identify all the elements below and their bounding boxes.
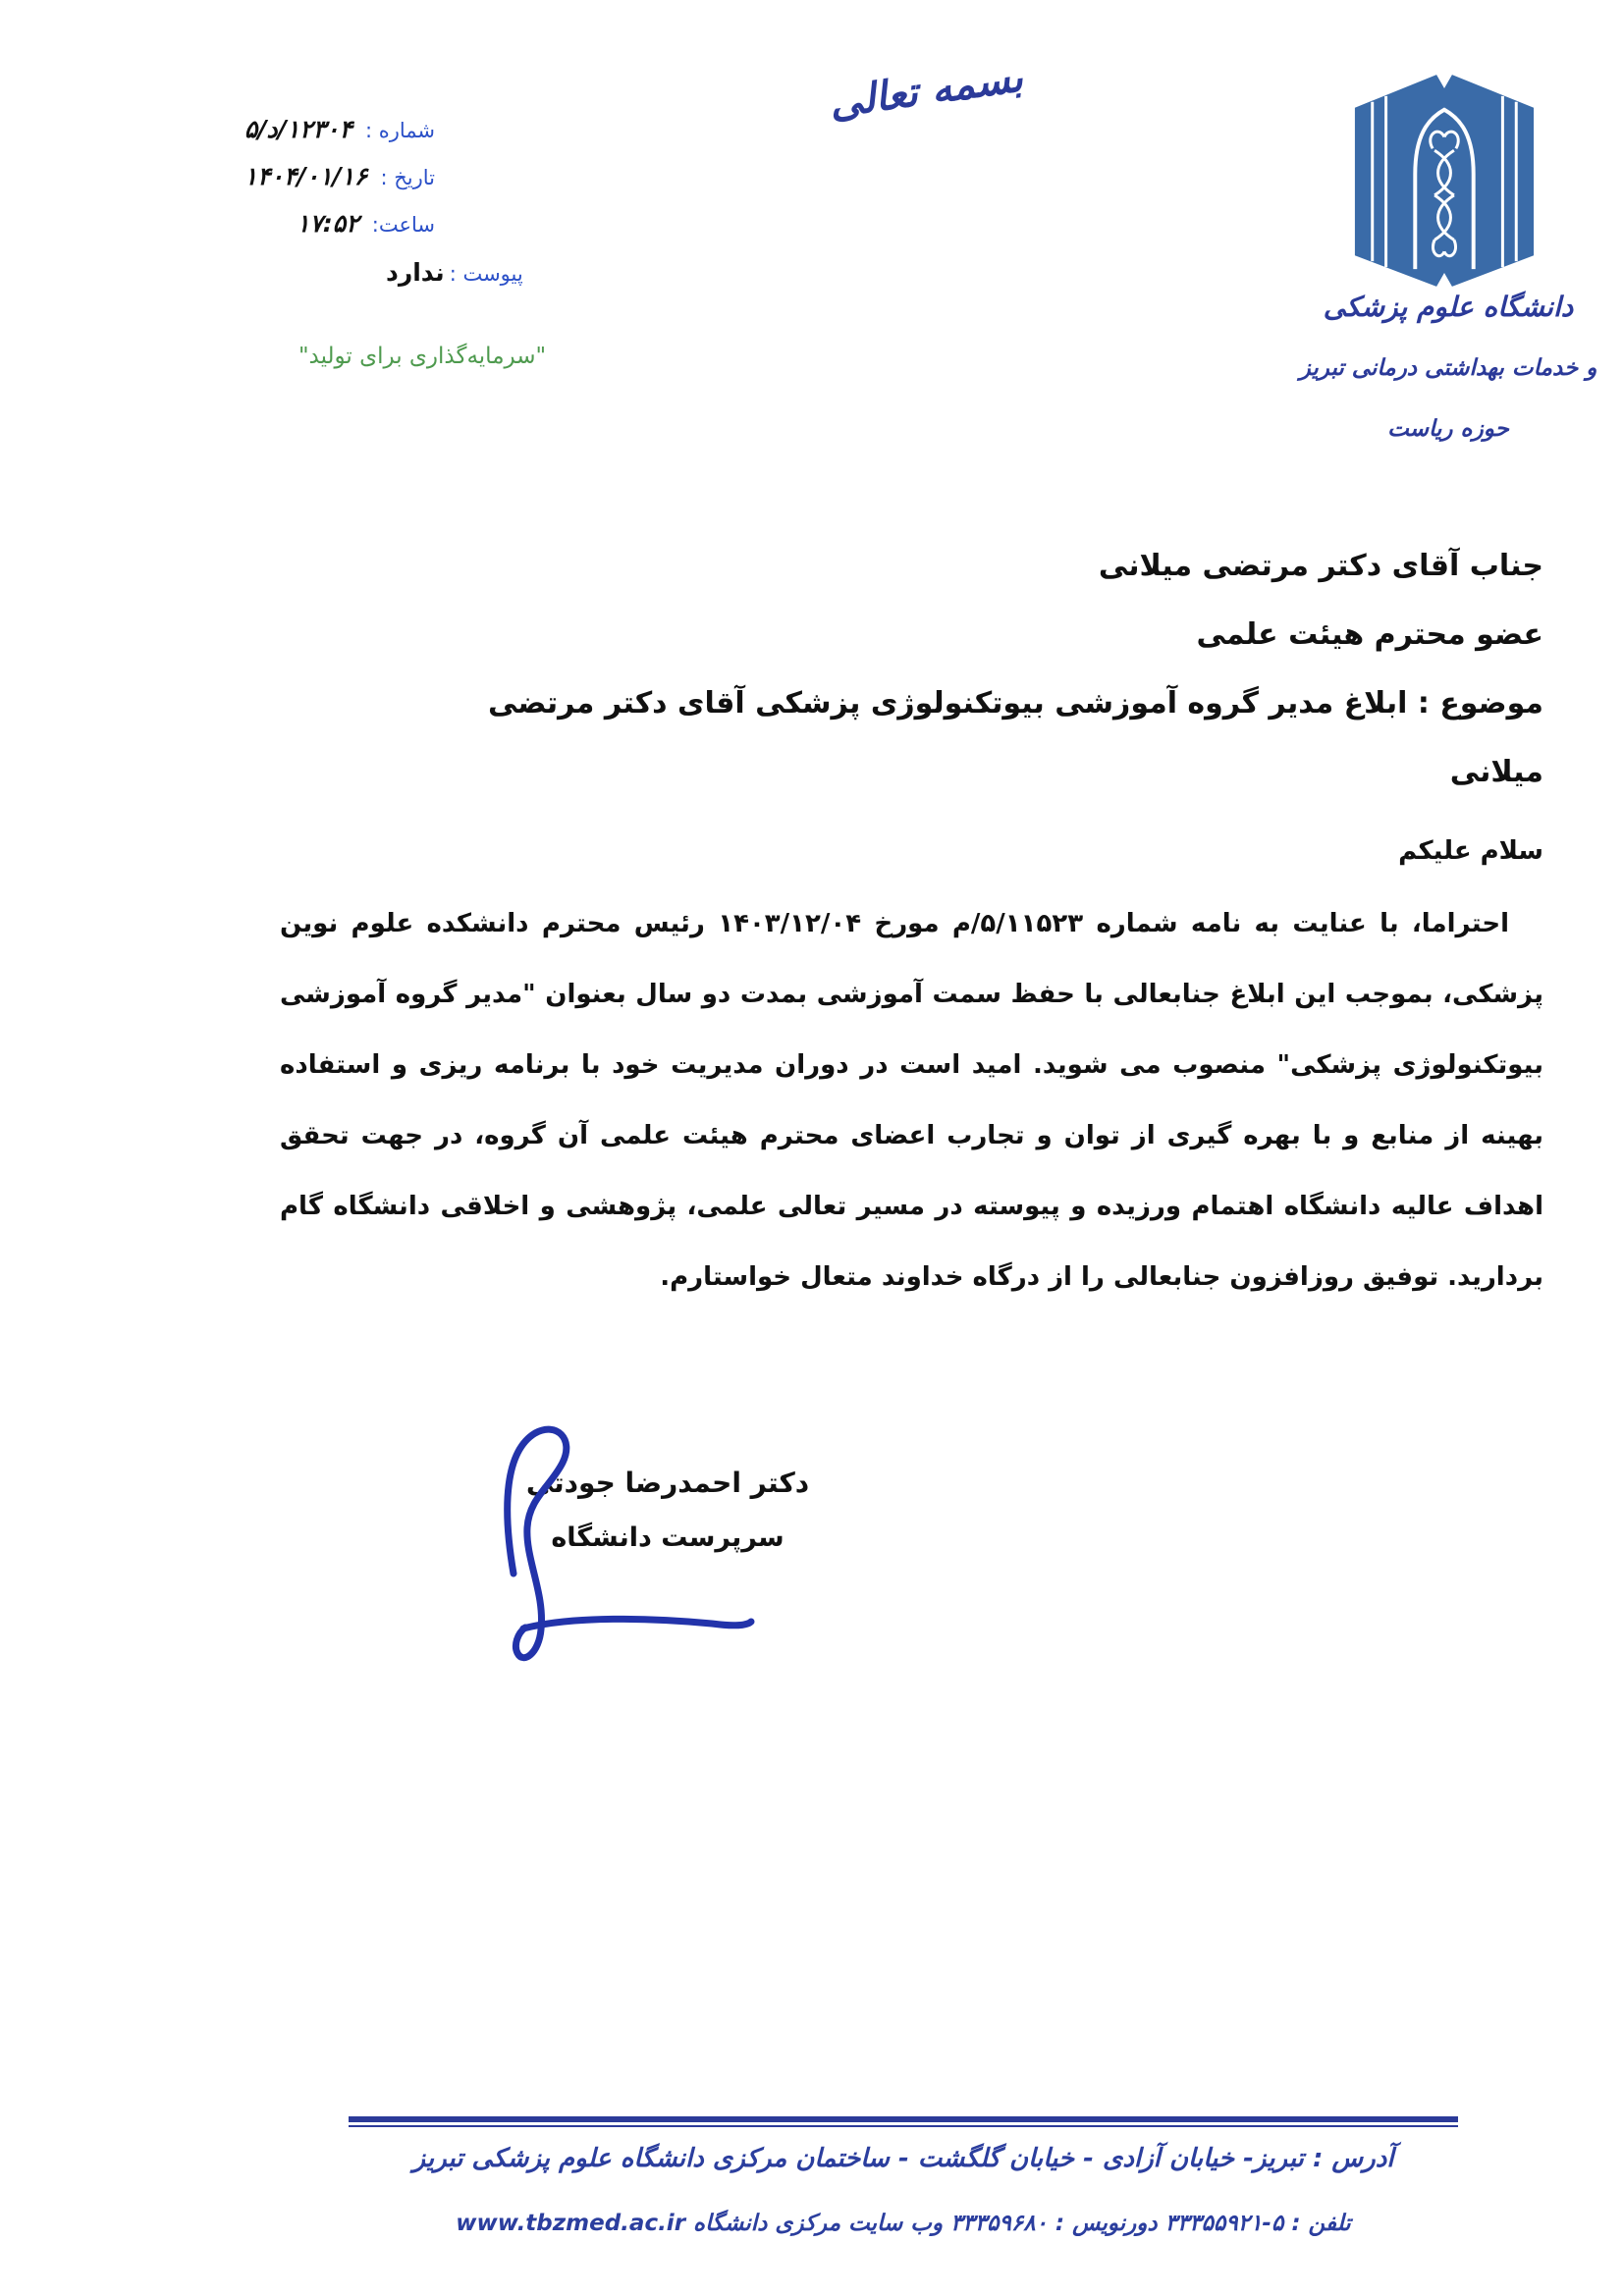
recipient-title: عضو محترم هیئت علمی: [1196, 617, 1543, 652]
letter-date-row: [244, 153, 435, 200]
letter-time-label: ساعت:: [371, 213, 435, 237]
org-unit-line: حوزه ریاست: [1387, 416, 1509, 442]
letter-attachment-row: [376, 253, 523, 293]
recipient-block: [280, 532, 1543, 807]
letter-attachment-label: پیوست :: [449, 262, 523, 286]
letter-body-paragraph: احتراما، با عنایت به نامه شماره ۵/۱۱۵۲۳/م مورخ ۱۴۰۳/۱۲/۰۴ رئیس محترم دانشکده علوم نوین پزشکی، بموجب این ابلاغ جنابعالی با حفظ سمت آموزشی بمدت دو سال بعنوان "مدیر گروه آموزشی بیوتکنولوژی پزشکی" منصوب می شوید. امید است در دوران مدیریت خود با برنامه ریزی و استفاده بهینه از منابع و با بهره گیری از توان و تجارب اعضای محترم هیئت علمی آن گروه، در جهت تحقق اهداف عالیه دانشگاه اهتمام ورزیده و پیوسته در مسیر تعالی علمی، پژوهشی و اخلاقی دانشگاه گام بردارید. توفیق روزافزون جنابعالی را از درگاه خداوند متعال خواستارم.: [280, 909, 1543, 1292]
org-name-line2: و خدمات بهداشتی درمانی تبریز: [1299, 355, 1597, 381]
signatory-name: دکتر احمدرضا جودتی: [525, 1467, 810, 1499]
letter-number-row: [244, 106, 435, 153]
signatory-title: سرپرست دانشگاه: [551, 1522, 784, 1553]
letter-meta-block: [244, 106, 435, 247]
letter-number-value: ۱۲۳۰۴/د/۵: [243, 115, 352, 143]
letter-number-label: شماره :: [364, 119, 435, 142]
handwritten-signature: [484, 1412, 771, 1688]
letter-time-row: [244, 200, 435, 247]
recipient-name: جناب آقای دکتر مرتضی میلانی: [1098, 549, 1543, 583]
besmele-calligraphy: بسمه تعالی: [826, 53, 1026, 128]
footer-divider: [349, 2116, 1458, 2127]
university-logo-icon: [1347, 69, 1542, 291]
org-name-line1: دانشگاه علوم پزشکی: [1323, 291, 1574, 323]
letter-date-label: تاریخ :: [380, 166, 435, 189]
footer-address: آدرس : تبریز- خیابان آزادی - خیابان گلگشت - ساختمان مرکزی دانشگاه علوم پزشکی تبریز: [412, 2144, 1394, 2173]
greeting: سلام علیکم: [1398, 836, 1543, 866]
subject-line-2: میلانی: [1449, 755, 1543, 789]
letter-time-value: ۱۷:۵۲: [296, 209, 359, 238]
letter-date-value: ۱۴۰۴/۰۱/۱۶: [243, 162, 368, 190]
subject-line-1: موضوع : ابلاغ مدیر گروه آموزشی بیوتکنولوژی پزشکی آقای دکتر مرتضی: [487, 686, 1543, 721]
letter-attachment-value: ندارد: [386, 258, 445, 287]
year-slogan: "سرمایه‌گذاری برای تولید": [298, 344, 547, 369]
footer-contact: تلفن : ۵-۳۳۳۵۵۹۲۱ دورنویس : ۳۳۳۵۹۶۸۰ وب سایت مرکزی دانشگاه www.tbzmed.ac.ir: [456, 2211, 1351, 2236]
